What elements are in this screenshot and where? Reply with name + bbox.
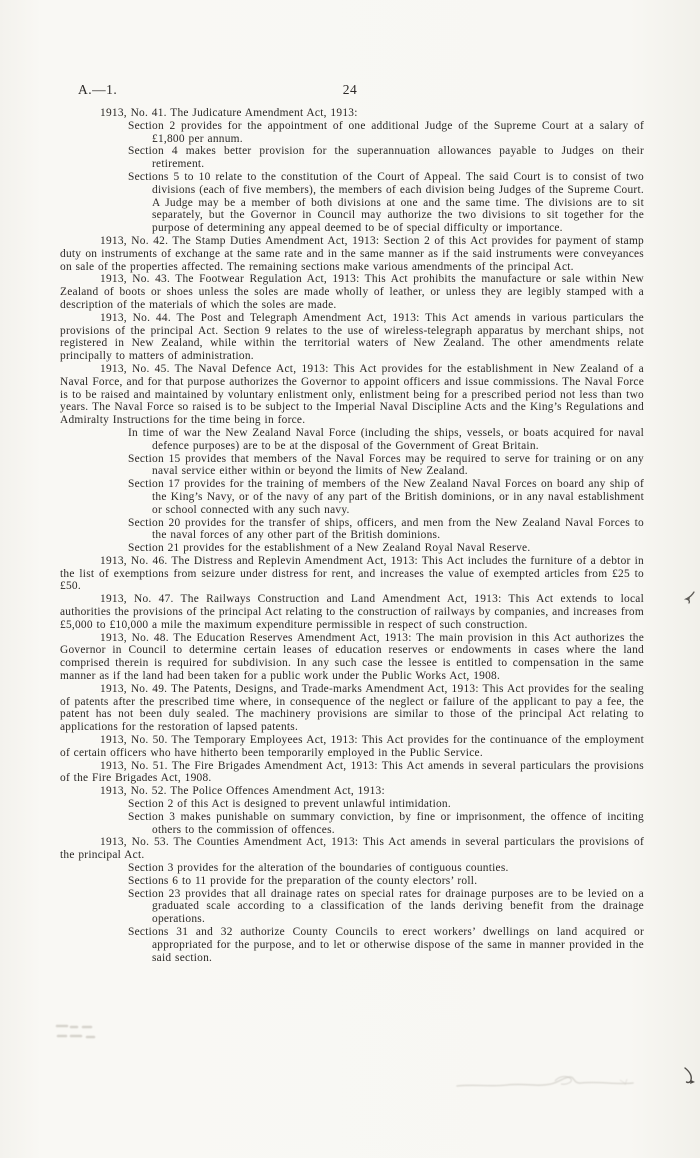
act-paragraph: 1913, No. 44. The Post and Telegraph Amendment Act, 1913: This Act amends in various particulars the provisions of the principal Act. Section 9 relates to the use of wireless-telegraph apparatus by merchant ships, not registered in New Zealand, while within the territorial waters of New Zealand. The other amendments relate principally to matters of administration.	[60, 311, 644, 363]
act-paragraph: 1913, No. 46. The Distress and Replevin Amendment Act, 1913: This Act includes the furniture of a debtor in the list of exemptions from seizure under distress for rent, and increases the value of exempted articles from £25 to £50.	[60, 554, 644, 593]
page-header	[0, 82, 700, 100]
pen-mark-icon	[680, 591, 698, 611]
section-paragraph: In time of war the New Zealand Naval Force (including the ships, vessels, or boats acquired for naval defence purposes) are to be at the disposal of the Government of Great Britain.	[128, 426, 644, 452]
act-paragraph: 1913, No. 53. The Counties Amendment Act, 1913: This Act amends in several particulars the provisions of the principal Act.	[60, 836, 644, 862]
act-paragraph: 1913, No. 41. The Judicature Amendment Act, 1913:	[100, 107, 358, 119]
section-paragraph: Section 15 provides that members of the Naval Forces may be required to serve for training or on any naval service either within or beyond the limits of New Zealand.	[128, 452, 644, 478]
document-reference: A.—1.	[78, 82, 118, 97]
section-paragraph: Section 17 provides for the training of members of the New Zealand Naval Forces on board any ship of the King’s Navy, or of the navy of any part of the British dominions, or in any naval establishment or school connected with any such navy.	[128, 478, 644, 516]
act-paragraph: 1913, No. 49. The Patents, Designs, and Trade-marks Amendment Act, 1913: This Act provides for the sealing of patents after the prescribed time where, in consequence of the neglect or failure of the applicant to pay a fee, the patent has not been duly sealed. The machinery provisions are similar to those of the principal Act relating to applications for the restoration of lapsed patents.	[60, 682, 644, 734]
section-paragraph: Sections 5 to 10 relate to the constitution of the Court of Appeal. The said Court is to consist of two divisions (each of five members), the members of each division being Judges of the Supreme Court. A Judge may be a member of both divisions at one and the same time. The divisions are to sit separately, but the Governor in Council may authorize the two divisions to sit together for the purpose of determining any appeal deemed to be of special difficulty or importance.	[128, 170, 644, 235]
act-paragraph: 1913, No. 51. The Fire Brigades Amendment Act, 1913: This Act amends in several particulars the provisions of the Fire Brigades Act, 1908.	[60, 759, 644, 785]
section-paragraph: Section 4 makes better provision for the superannuation allowances payable to Judges on their retirement.	[128, 145, 644, 171]
section-paragraph: Section 3 provides for the alteration of the boundaries of contiguous counties.	[128, 862, 509, 875]
act-paragraph: 1913, No. 42. The Stamp Duties Amendment Act, 1913: Section 2 of this Act provides for payment of stamp duty on instruments of exchange at the same rate and in the same manner as if the said instruments were conveyances on sale of the properties affected. The remaining sections make various amendments of the principal Act.	[60, 234, 644, 273]
act-paragraph: 1913, No. 50. The Temporary Employees Act, 1913: This Act provides for the continuance of the employment of certain officers who have hitherto been temporarily employed in the Public Service.	[60, 734, 644, 759]
section-paragraph: Sections 6 to 11 provide for the preparation of the county electors’ roll.	[128, 874, 478, 887]
act-paragraph: 1913, No. 47. The Railways Construction and Land Amendment Act, 1913: This Act extends to local authorities the provisions of the principal Act relating to the construction of railways by companies, and increases from £5,000 to £10,000 a mile the maximum expenditure permissible in respect of such construction.	[60, 593, 644, 631]
section-paragraph: Section 2 provides for the appointment of one additional Judge of the Supreme Court at a salary of £1,800 per annum.	[128, 119, 644, 145]
section-paragraph: Section 23 provides that all drainage rates on special rates for drainage purposes are to be levied on a graduated scale according to a classification of the lands deriving benefit from the drainage operations.	[128, 887, 644, 926]
act-paragraph: 1913, No. 43. The Footwear Regulation Act, 1913: This Act prohibits the manufacture or sale within New Zealand of boots or shoes unless the soles are made wholly of leather, or unless they are legibly stamped with a description of the materials of which the soles are made.	[60, 273, 644, 311]
section-paragraph: Section 21 provides for the establishment of a New Zealand Royal Naval Reserve.	[128, 542, 531, 555]
page-number: 24	[342, 82, 358, 97]
act-paragraph: 1913, No. 52. The Police Offences Amendment Act, 1913:	[100, 785, 385, 798]
margin-pencil-smudge	[55, 1020, 101, 1048]
section-paragraph: Section 2 of this Act is designed to prevent unlawful intimidation.	[128, 798, 451, 811]
pen-mark-icon	[681, 1066, 699, 1090]
section-paragraph: Sections 31 and 32 authorize County Councils to erect workers’ dwellings on land acquired or appropriated for the purpose, and to let or otherwise dispose of the same in manner provided in the said section.	[128, 926, 644, 964]
document-body	[60, 107, 644, 964]
faded-handwriting-smudge	[455, 1072, 650, 1094]
act-paragraph: 1913, No. 48. The Education Reserves Amendment Act, 1913: The main provision in this Act authorizes the Governor in Council to determine certain leases of education reserves or endowments in cases where the land comprised therein is required for subdivision. In any such case the lessee is entitled to compensation in the same manner as if the land had been taken for a public work under the Public Works Act, 1908.	[60, 631, 644, 683]
act-paragraph: 1913, No. 45. The Naval Defence Act, 1913: This Act provides for the establishment in New Zealand of a Naval Force, and for that purpose authorizes the Governor to appoint officers and issue commissions. The Naval Force is to be raised and maintained by voluntary enlistment only, enlistment being for a prescribed period not less than two years. The Naval Force so raised is to be subject to the Imperial Naval Discipline Acts and the King’s Regulations and Admiralty Instructions for the time being in force.	[60, 362, 644, 427]
section-paragraph: Section 3 makes punishable on summary conviction, by fine or imprisonment, the offence of inciting others to the commission of offences.	[128, 810, 644, 836]
section-paragraph: Section 20 provides for the transfer of ships, officers, and men from the New Zealand Naval Forces to the naval forces of any other part of the British dominions.	[128, 516, 644, 542]
